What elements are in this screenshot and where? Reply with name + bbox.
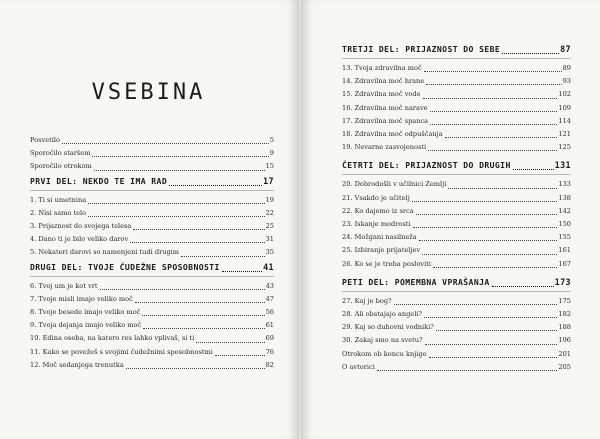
dot-leader: [448, 188, 557, 189]
divider: [30, 190, 274, 191]
toc-entry-page: 82: [265, 360, 274, 369]
toc-entry-title: 17. Zdravilna moč spanca: [342, 116, 429, 125]
toc-entry-page: 175: [558, 296, 571, 305]
toc-entry: [342, 141, 571, 154]
toc-left: [30, 134, 274, 372]
toc-entry-title: 21. Vsakdo je učitelj: [342, 193, 410, 202]
toc-entry-title: 1. Ti si umetnina: [30, 195, 87, 204]
dot-leader: [422, 254, 557, 255]
page-title: VSEBINA: [91, 80, 206, 105]
divider: [342, 174, 571, 175]
toc-entry: [30, 207, 274, 220]
toc-entry-title: Sporočilo otrokom: [30, 162, 92, 171]
toc-entry: [30, 160, 274, 173]
toc-entry: [342, 178, 571, 191]
toc-entry-title: 18. Zdravilna moč odpuščanja: [342, 130, 443, 139]
divider: [30, 276, 274, 277]
dot-leader: [130, 242, 264, 243]
toc-entry: [342, 115, 571, 128]
dot-leader: [133, 229, 264, 230]
toc-entry-title: 9. Tvoja dejanja imajo veliko moč: [30, 321, 142, 330]
part-heading: PETI DEL: POMEMBNA VPRAŠANJA 173: [342, 276, 571, 287]
dot-leader: [100, 289, 265, 290]
toc-entry-title: 30. Zakaj smo na svetu?: [342, 336, 423, 345]
toc-entry-page: 93: [562, 77, 571, 86]
toc-entry-page: 76: [265, 347, 274, 356]
dot-leader: [142, 315, 264, 316]
toc-entry: [30, 220, 274, 233]
toc-entry-page: 201: [558, 349, 571, 358]
dot-leader: [425, 344, 558, 345]
toc-entry-title: Posvetilo: [30, 136, 60, 144]
toc-entry-title: 15. Zdravilna moč vode: [342, 90, 421, 99]
toc-entry-title: 10. Edina oseba, na katero res lahko vplivaš, si ti: [30, 334, 195, 343]
dot-leader: [126, 368, 265, 369]
dot-leader: [215, 355, 265, 356]
toc-entry-page: 196: [558, 336, 571, 345]
dot-leader: [62, 143, 269, 144]
toc-entry-page: 155: [558, 233, 571, 242]
toc-entry-page: 133: [558, 180, 571, 189]
dot-leader: [430, 124, 557, 125]
toc-entry-page: 25: [265, 222, 274, 231]
toc-entry-page: 121: [558, 130, 571, 139]
dot-leader: [143, 328, 264, 329]
toc-entry-page: 47: [265, 294, 274, 303]
toc-entry-title: 19. Nevarne zasvojenosti: [342, 143, 427, 152]
toc-entry-title: 8. Tvoje besede imajo veliko moč: [30, 308, 141, 317]
toc-entry: [342, 361, 571, 374]
part-heading: ČETRTI DEL: PRIJAZNOST DO DRUGIH 131: [342, 160, 571, 171]
toc-entry-title: 4. Dano ti je bilo veliko darov: [30, 235, 129, 244]
toc-entry-title: 7. Tvoje misli imajo veliko moč: [30, 294, 133, 303]
divider: [342, 58, 571, 59]
dot-leader: [412, 201, 558, 202]
toc-entry-title: 25. Izbiranje prijateljev: [342, 246, 421, 255]
toc-entry-title: 3. Prijaznost do svojega telesa: [30, 222, 132, 231]
toc-entry: [342, 321, 571, 334]
dot-leader: [445, 137, 558, 138]
toc-entry: [30, 280, 274, 293]
toc-entry: [30, 293, 274, 306]
toc-entry-page: 61: [265, 321, 274, 330]
toc-entry: [342, 334, 571, 347]
dot-leader: [428, 150, 557, 151]
toc-entry: [342, 192, 571, 205]
dot-leader: [94, 170, 265, 171]
toc-entry-page: 205: [558, 362, 571, 371]
dot-leader: [426, 84, 561, 85]
toc-entry-page: 188: [558, 323, 571, 332]
toc-entry-page: 138: [558, 193, 571, 202]
part-heading: PRVI DEL: NEKDO TE IMA RAD 17: [30, 175, 274, 186]
dot-leader: [419, 240, 558, 241]
dot-leader: [424, 71, 562, 72]
part-heading: TRETJI DEL: PRIJAZNOST DO SEBE 87: [342, 44, 571, 54]
part-heading: DRUGI DEL: TVOJE ČUDEŽNE SPOSOBNOSTI 41: [30, 261, 274, 272]
toc-entry-page: 69: [265, 334, 274, 343]
toc-entry-title: Sporočilo staršem: [30, 149, 91, 158]
toc-entry-page: 125: [558, 143, 571, 152]
toc-entry: [30, 319, 274, 332]
toc-entry: [342, 244, 571, 257]
toc-entry-title: 23. Iskanje modrosti: [342, 220, 411, 229]
toc-entry: [342, 231, 571, 244]
toc-entry-title: 6. Tvoj um je kot vrt: [30, 281, 98, 290]
toc-entry-title: 12. Moč sedanjega trenutka: [30, 360, 124, 369]
right-page: [303, 0, 600, 439]
toc-entry: [30, 332, 274, 345]
toc-entry: [30, 306, 274, 319]
dot-leader: [181, 256, 265, 257]
dot-leader: [88, 203, 264, 204]
toc-entry-title: O avtorici: [342, 362, 375, 371]
dot-leader: [196, 342, 264, 343]
dot-leader: [394, 304, 558, 305]
toc-entry: [30, 233, 274, 246]
toc-entry-page: 9: [269, 149, 274, 158]
toc-entry-page: 56: [265, 308, 274, 317]
toc-entry: [30, 359, 274, 372]
dot-leader: [430, 111, 558, 112]
toc-entry-title: 26. Ko se je treba posloviti: [342, 259, 432, 268]
toc-entry-title: 5. Nekateri darovi so namenjeni tudi drugim: [30, 248, 180, 257]
dot-leader: [424, 317, 557, 318]
toc-entry-page: 19: [265, 195, 274, 204]
toc-entry: [342, 128, 571, 141]
dot-leader: [423, 98, 558, 99]
toc-entry-page: 114: [558, 116, 571, 125]
toc-entry: [30, 194, 274, 207]
toc-entry-page: 182: [558, 310, 571, 319]
toc-entry-title: Otrokom ob koncu knjige: [342, 349, 427, 358]
toc-entry: [342, 308, 571, 321]
dot-leader: [436, 330, 558, 331]
toc-entry: [342, 88, 571, 101]
divider: [342, 291, 571, 292]
toc-entry-page: 22: [265, 208, 274, 217]
toc-entry-title: 16. Zdravilna moč narave: [342, 103, 428, 112]
toc-entry-page: 35: [265, 248, 274, 257]
toc-entry-page: 150: [558, 220, 571, 229]
dot-leader: [433, 267, 557, 268]
toc-entry: [342, 102, 571, 115]
toc-entry-title: 22. Ko dajemo iz srca: [342, 206, 414, 215]
toc-entry-title: 14. Zdravilna moč hrane: [342, 77, 425, 86]
toc-entry: [30, 134, 274, 147]
toc-entry: [342, 62, 571, 75]
toc-entry: [342, 295, 571, 308]
toc-entry-page: 43: [265, 281, 274, 290]
toc-entry-title: 28. Ali obstajajo angeli?: [342, 310, 422, 319]
toc-entry: [342, 258, 571, 271]
toc-entry: [342, 348, 571, 361]
toc-entry-page: 161: [558, 246, 571, 255]
toc-right: [342, 42, 571, 374]
toc-entry-page: 167: [558, 259, 571, 268]
dot-leader: [377, 370, 558, 371]
toc-entry-page: 15: [265, 162, 274, 171]
toc-entry: [342, 205, 571, 218]
toc-entry-title: 29. Kaj so duhovni vodniki?: [342, 323, 434, 332]
toc-entry-title: 24. Možgani nasilneža: [342, 233, 417, 242]
toc-entry-title: 2. Nisi samo telo: [30, 208, 87, 217]
toc-entry-title: 20. Dobrodošli v učilnici Zemlji: [342, 180, 447, 189]
toc-entry-page: 89: [562, 64, 571, 72]
toc-entry-page: 102: [558, 90, 571, 99]
left-page: [0, 0, 297, 439]
dot-leader: [413, 227, 558, 228]
toc-entry: [342, 75, 571, 88]
toc-entry-page: 31: [265, 235, 274, 244]
dot-leader: [429, 357, 558, 358]
toc-entry: [30, 246, 274, 259]
toc-entry: [30, 147, 274, 160]
dot-leader: [88, 216, 264, 217]
dot-leader: [416, 214, 558, 215]
toc-entry-page: 142: [558, 206, 571, 215]
dot-leader: [92, 156, 268, 157]
toc-entry-page: 109: [558, 103, 571, 112]
toc-entry: [30, 346, 274, 359]
toc-entry-page: 5: [269, 136, 274, 144]
toc-entry: [342, 218, 571, 231]
dot-leader: [135, 302, 265, 303]
toc-entry-title: 11. Kako se povežeš s svojimi čudežnimi sposobnostmi: [30, 347, 213, 356]
toc-entry-title: 27. Kaj je bog?: [342, 296, 392, 305]
toc-entry-title: 13. Tvoja zdravilna moč: [342, 64, 422, 72]
